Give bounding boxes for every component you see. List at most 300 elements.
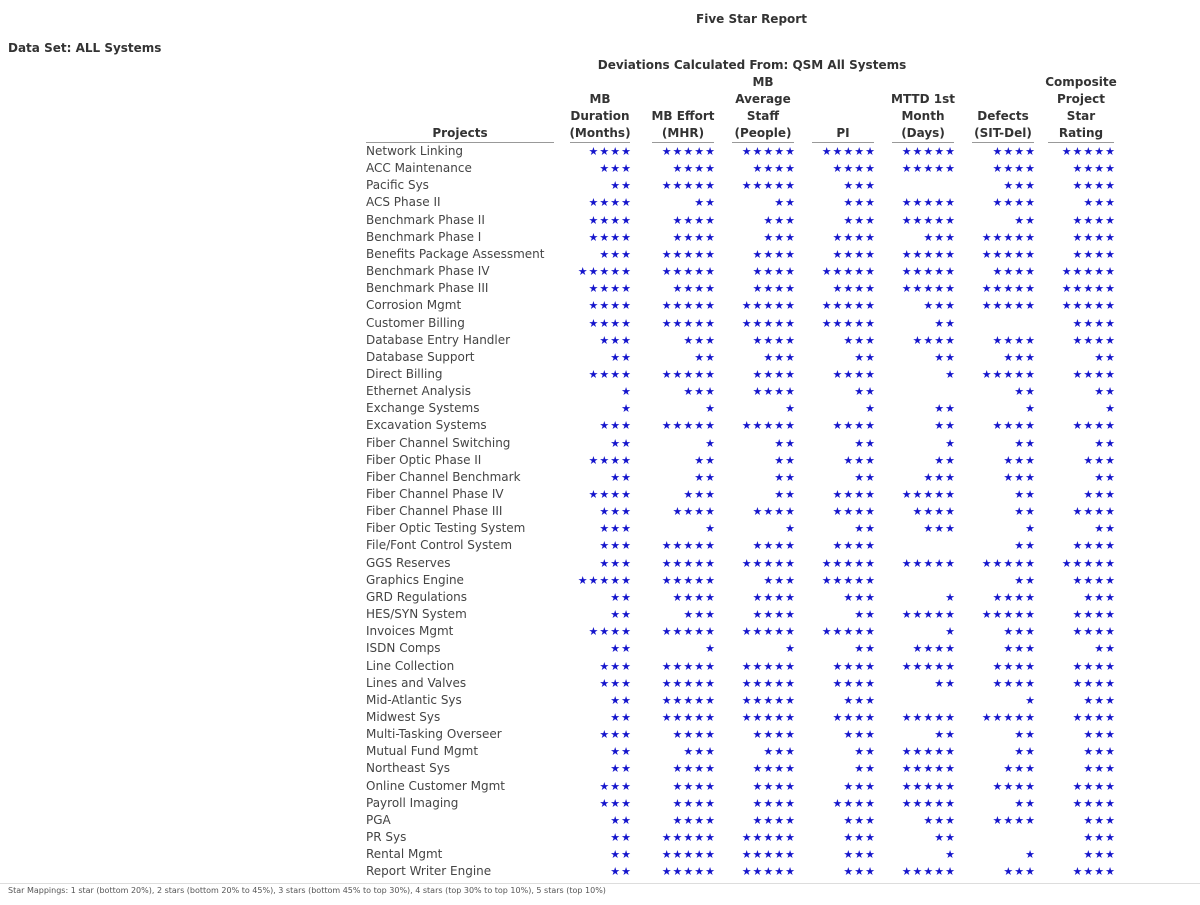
star-rating-mb-avg-staff: ★★★★ [752,813,796,827]
star-rating-defects: ★★ [1014,505,1036,519]
star-rating-mb-duration: ★★★★ [588,488,632,501]
star-rating-mb-duration: ★★★ [599,539,632,553]
table-row [0,486,1200,503]
project-name: Benchmark Phase III [366,281,489,296]
star-rating-mb-avg-staff: ★★★★★ [741,693,796,707]
star-rating-mb-duration: ★★ [610,642,632,656]
table-row [0,212,1200,229]
star-rating-pi: ★★★★ [832,710,876,724]
star-rating-mb-effort: ★★★★★ [661,316,716,330]
table-row [0,160,1200,177]
star-rating-defects: ★★★★★ [981,230,1036,244]
project-name: ISDN Comps [366,641,441,656]
star-rating-composite: ★★★ [1083,488,1116,501]
star-rating-pi: ★★★ [843,831,876,844]
star-rating-composite: ★★★★ [1072,316,1116,330]
star-rating-defects: ★★★ [1003,453,1036,467]
star-rating-mttd: ★★★★★ [901,745,956,759]
star-rating-defects: ★★★ [1003,350,1036,364]
star-rating-mb-duration: ★★★★ [588,367,632,381]
star-rating-mttd: ★ [945,590,956,604]
project-name: Benchmark Phase IV [366,264,490,279]
project-name: GGS Reserves [366,555,451,570]
star-rating-mttd: ★★★★ [912,642,956,656]
star-rating-composite: ★★★★ [1072,659,1116,673]
star-rating-composite: ★★★★ [1072,505,1116,519]
star-mappings-footer: Star Mappings: 1 star (bottom 20%), 2 stars (bottom 20% to 45%), 3 stars (bottom 45% to top 30%), 4 stars (top 30% to top 10%), 5 stars (top 10%) [8,886,606,895]
table-row [0,829,1200,846]
star-rating-composite: ★★★★ [1072,865,1116,879]
star-rating-composite: ★★ [1094,522,1116,536]
project-name: Fiber Channel Switching [366,435,511,450]
star-rating-mb-duration: ★★★ [599,522,632,536]
star-rating-composite: ★★★ [1083,831,1116,844]
star-rating-mb-avg-staff: ★★★★★ [741,316,796,330]
star-rating-mttd: ★★★ [923,230,956,244]
project-name: PGA [366,812,391,827]
star-rating-mb-avg-staff: ★★★★ [752,367,796,381]
star-rating-mb-duration: ★★★ [599,556,632,570]
star-rating-mttd: ★★ [934,402,956,416]
star-rating-defects: ★★ [1014,213,1036,227]
project-name: Invoices Mgmt [366,624,454,639]
star-rating-mb-duration: ★★★★ [588,230,632,244]
table-row [0,417,1200,434]
star-rating-composite: ★★ [1094,642,1116,656]
star-rating-composite: ★★★★ [1072,367,1116,381]
table-row [0,709,1200,726]
table-row [0,315,1200,332]
project-name: Mid-Atlantic Sys [366,692,462,707]
star-rating-mb-avg-staff: ★★★ [763,230,796,244]
table-row [0,537,1200,554]
star-rating-mb-avg-staff: ★★★★★ [741,831,796,844]
star-rating-defects: ★★★★ [992,162,1036,176]
table-row [0,452,1200,469]
star-rating-mb-avg-staff: ★★ [774,470,796,484]
star-rating-mb-effort: ★★★★★ [661,693,716,707]
table-row [0,503,1200,520]
star-rating-mttd: ★ [945,625,956,639]
star-rating-mb-effort: ★★★★★ [661,676,716,690]
star-rating-mb-avg-staff: ★★★★ [752,333,796,347]
star-rating-mttd: ★★★★ [912,505,956,519]
star-rating-mb-effort: ★★★ [683,608,716,622]
star-rating-mb-avg-staff: ★★★★★ [741,145,796,158]
star-rating-mb-duration: ★★ [610,813,632,827]
star-rating-composite: ★★ [1094,385,1116,399]
star-rating-mb-effort: ★★★★★ [661,179,716,193]
star-rating-defects: ★ [1025,848,1036,862]
star-rating-composite: ★★★★ [1072,710,1116,724]
star-rating-pi: ★★ [854,745,876,759]
star-rating-pi: ★★ [854,470,876,484]
star-rating-mb-effort: ★★★★★ [661,247,716,261]
star-rating-defects: ★★★★★ [981,247,1036,261]
star-rating-defects: ★★ [1014,796,1036,810]
table-row [0,143,1200,160]
star-rating-defects: ★★★ [1003,625,1036,639]
star-rating-composite: ★★★ [1083,693,1116,707]
star-rating-mb-avg-staff: ★★★ [763,350,796,364]
star-rating-mb-duration: ★★★★ [588,316,632,330]
star-rating-mb-effort: ★★★★★ [661,659,716,673]
project-name: Benefits Package Assessment [366,246,545,261]
star-rating-pi: ★★★★ [832,419,876,433]
star-rating-defects: ★★★★ [992,333,1036,347]
star-rating-mttd: ★★★★★ [901,488,956,501]
project-name: GRD Regulations [366,589,468,604]
star-rating-mb-duration: ★ [621,385,632,399]
star-rating-mb-effort: ★★★★★ [661,367,716,381]
project-name: ACS Phase II [366,195,441,210]
star-rating-mb-avg-staff: ★★★★★ [741,419,796,433]
star-rating-mttd: ★★★★★ [901,213,956,227]
star-rating-pi: ★★★★★ [821,625,876,639]
star-rating-mttd [888,572,956,589]
star-rating-pi: ★★★★ [832,162,876,176]
star-rating-defects: ★★★★ [992,779,1036,793]
project-name: Excavation Systems [366,418,487,433]
star-rating-composite: ★★★ [1083,590,1116,604]
star-rating-defects: ★★ [1014,573,1036,587]
star-rating-mttd: ★★ [934,316,956,330]
star-rating-composite: ★★★★ [1072,676,1116,690]
table-row [0,589,1200,606]
star-rating-mb-avg-staff: ★★★★ [752,779,796,793]
star-rating-defects: ★★ [1014,539,1036,553]
star-rating-mttd [888,537,956,554]
star-rating-mb-effort: ★★★★ [672,282,716,296]
column-header-mb-avg-staff: MB Average Staff (People) [734,75,792,140]
star-rating-mttd: ★★★★★ [901,247,956,261]
star-rating-mb-duration: ★★ [610,470,632,484]
star-rating-pi: ★★★★ [832,539,876,553]
star-rating-mb-effort: ★★ [694,196,716,210]
star-rating-defects: ★★★ [1003,762,1036,776]
table-row [0,778,1200,795]
star-rating-defects: ★★★★ [992,676,1036,690]
star-rating-mb-duration: ★★★ [599,659,632,673]
table-row [0,743,1200,760]
star-rating-mb-effort: ★★★★★ [661,710,716,724]
star-rating-mb-effort: ★★ [694,470,716,484]
star-rating-mttd: ★★★★★ [901,265,956,279]
table-row [0,263,1200,280]
star-rating-pi: ★★★★ [832,796,876,810]
star-rating-composite: ★★★★ [1072,779,1116,793]
project-name: Multi-Tasking Overseer [366,727,502,742]
star-rating-mb-duration: ★★★ [599,247,632,261]
star-rating-mb-avg-staff: ★★★★ [752,608,796,622]
star-rating-mb-avg-staff: ★★★★★ [741,865,796,879]
star-rating-mb-avg-staff: ★★★★ [752,539,796,553]
star-rating-mttd [888,177,956,194]
star-rating-composite: ★★★ [1083,813,1116,827]
star-rating-mb-duration: ★★ [610,350,632,364]
star-rating-defects: ★★★★ [992,590,1036,604]
star-rating-mb-duration: ★★★ [599,333,632,347]
star-rating-pi: ★★★ [843,213,876,227]
star-rating-mb-duration: ★★★ [599,728,632,742]
star-rating-composite: ★★★★ [1072,179,1116,193]
star-rating-defects: ★★★★★ [981,710,1036,724]
star-rating-mb-duration: ★★ [610,865,632,879]
dataset-label: Data Set: ALL Systems [8,41,162,55]
star-rating-pi: ★★ [854,608,876,622]
star-rating-pi: ★★★ [843,179,876,193]
projects-header: Projects [432,126,488,140]
star-rating-mb-avg-staff: ★★★★ [752,282,796,296]
project-name: Exchange Systems [366,401,480,416]
star-rating-mb-duration: ★★★★ [588,299,632,313]
star-rating-mb-effort: ★ [705,436,716,450]
star-rating-pi: ★★ [854,350,876,364]
star-rating-mb-duration: ★★★★ [588,196,632,210]
star-rating-pi: ★★★★ [832,247,876,261]
star-rating-mttd: ★ [945,367,956,381]
star-rating-pi: ★★★★★ [821,145,876,158]
star-rating-mb-avg-staff: ★★★★ [752,505,796,519]
project-name: Fiber Channel Phase IV [366,487,504,501]
star-rating-mb-effort: ★★★★★ [661,573,716,587]
star-rating-mb-duration: ★★★ [599,162,632,176]
star-rating-mb-avg-staff: ★★★★ [752,162,796,176]
star-rating-mb-duration: ★★ [610,831,632,844]
project-name: Fiber Channel Phase III [366,504,503,519]
star-rating-pi: ★★★★ [832,282,876,296]
table-row [0,177,1200,194]
star-rating-composite: ★★★★ [1072,539,1116,553]
project-name: Database Support [366,349,475,364]
star-rating-mb-effort: ★★★ [683,745,716,759]
star-rating-defects: ★ [1025,693,1036,707]
star-rating-pi: ★★★ [843,590,876,604]
star-rating-defects: ★★★★★ [981,282,1036,296]
table-row [0,246,1200,263]
star-rating-composite: ★★★ [1083,762,1116,776]
table-row [0,383,1200,400]
star-rating-mb-effort: ★★★★ [672,230,716,244]
project-name: Mutual Fund Mgmt [366,744,479,759]
star-rating-mb-avg-staff: ★★★★★ [741,710,796,724]
star-rating-pi: ★★★ [843,453,876,467]
star-rating-mttd: ★★★★★ [901,162,956,176]
star-rating-defects: ★★★★★ [981,299,1036,313]
star-rating-mb-avg-staff: ★ [785,642,796,656]
star-rating-mb-duration: ★★★★ [588,213,632,227]
star-rating-pi: ★★★★ [832,676,876,690]
star-rating-mttd: ★ [945,848,956,862]
star-rating-mb-effort: ★★★★ [672,796,716,810]
star-rating-pi: ★★ [854,762,876,776]
project-name: Corrosion Mgmt [366,298,462,313]
star-rating-defects: ★★ [1014,488,1036,501]
star-rating-mb-avg-staff: ★★★★ [752,796,796,810]
table-row [0,435,1200,452]
star-rating-mb-avg-staff: ★★ [774,488,796,501]
star-rating-defects: ★★★★★ [981,367,1036,381]
star-rating-pi: ★★★ [843,693,876,707]
star-rating-mb-duration: ★★ [610,693,632,707]
footer-divider [0,883,1200,884]
star-rating-mttd: ★★ [934,350,956,364]
star-rating-mb-effort: ★★★★ [672,162,716,176]
star-rating-pi: ★★★★★ [821,573,876,587]
star-rating-defects: ★★★ [1003,470,1036,484]
star-rating-mttd: ★★★ [923,470,956,484]
star-rating-composite: ★★ [1094,470,1116,484]
table-row [0,280,1200,297]
star-rating-mb-duration: ★★★ [599,676,632,690]
star-rating-defects [968,315,1036,332]
star-rating-mb-effort: ★★★★ [672,779,716,793]
star-rating-defects: ★★ [1014,385,1036,399]
star-rating-mb-effort: ★ [705,522,716,536]
project-name: PR Sys [366,830,407,844]
project-name: Direct Billing [366,366,443,381]
star-rating-mttd: ★★ [934,831,956,844]
table-row [0,812,1200,829]
project-name: Payroll Imaging [366,795,459,810]
star-rating-composite: ★★ [1094,350,1116,364]
star-rating-mb-effort: ★★★★★ [661,539,716,553]
deviations-label: Deviations Calculated From: QSM All Systems [597,58,907,72]
star-rating-mb-duration: ★★★★★ [577,573,632,587]
table-row [0,623,1200,640]
star-rating-mb-avg-staff: ★ [785,522,796,536]
star-rating-mb-avg-staff: ★★★★★ [741,556,796,570]
star-rating-mb-avg-staff: ★★★★★ [741,625,796,639]
star-rating-mb-effort: ★★★★★ [661,419,716,433]
star-rating-mttd: ★★★★★ [901,865,956,879]
star-rating-composite: ★★★★ [1072,247,1116,261]
star-rating-mb-avg-staff: ★★★ [763,213,796,227]
star-rating-pi: ★★★★ [832,367,876,381]
star-rating-mttd: ★★ [934,453,956,467]
star-rating-pi: ★★★ [843,196,876,210]
star-rating-mb-effort: ★★★★★ [661,625,716,639]
star-rating-pi: ★★★★★ [821,299,876,313]
report-title: Five Star Report [696,12,807,26]
project-name: Fiber Optic Phase II [366,452,482,467]
star-rating-defects: ★★★ [1003,642,1036,656]
star-rating-pi: ★★★ [843,779,876,793]
star-rating-pi: ★ [865,402,876,416]
star-rating-mb-effort: ★★★★★ [661,556,716,570]
star-rating-pi: ★★★★★ [821,316,876,330]
project-name: Pacific Sys [366,178,429,193]
star-rating-mb-avg-staff: ★★★★ [752,385,796,399]
star-rating-mb-effort: ★ [705,402,716,416]
project-name: Graphics Engine [366,572,464,587]
star-rating-defects: ★★ [1014,745,1036,759]
star-rating-mb-duration: ★★ [610,608,632,622]
star-rating-defects: ★★★★ [992,813,1036,827]
table-row [0,400,1200,417]
table-row [0,658,1200,675]
table-row [0,795,1200,812]
star-rating-mb-avg-staff: ★★★ [763,573,796,587]
table-row [0,349,1200,366]
star-rating-mb-duration: ★★ [610,762,632,776]
star-rating-mb-effort: ★★★★ [672,590,716,604]
star-rating-mb-avg-staff: ★ [785,402,796,416]
star-rating-mb-duration: ★★★ [599,419,632,433]
star-rating-composite: ★★★★ [1072,608,1116,622]
star-rating-mb-effort: ★★★★★ [661,265,716,279]
project-name: Benchmark Phase I [366,229,482,244]
star-rating-composite: ★★★★ [1072,230,1116,244]
star-rating-mttd: ★★★★★ [901,762,956,776]
project-name: Benchmark Phase II [366,212,485,227]
star-rating-mb-effort: ★★★★ [672,813,716,827]
star-rating-composite: ★★★ [1083,196,1116,210]
project-name: Report Writer Engine [366,864,492,879]
project-name: HES/SYN System [366,607,467,622]
star-rating-mttd: ★★★★★ [901,796,956,810]
star-rating-mb-duration: ★★★ [599,779,632,793]
star-rating-mb-duration: ★★★ [599,796,632,810]
star-rating-mb-avg-staff: ★★★★★ [741,848,796,862]
project-name: Fiber Channel Benchmark [366,469,521,484]
project-name: Lines and Valves [366,675,467,690]
star-rating-composite: ★★★ [1083,745,1116,759]
column-header-composite: Composite Project Star Rating [1045,75,1117,140]
star-rating-composite: ★★★ [1083,848,1116,862]
star-rating-mb-avg-staff: ★★★★★ [741,676,796,690]
star-rating-defects: ★★ [1014,728,1036,742]
star-rating-mb-avg-staff: ★★ [774,453,796,467]
table-row [0,332,1200,349]
star-rating-composite: ★ [1105,402,1116,416]
star-rating-pi: ★★★★ [832,505,876,519]
star-rating-defects: ★★★ [1003,179,1036,193]
star-rating-mttd: ★★★★★ [901,196,956,210]
star-rating-mb-duration: ★★★★ [588,282,632,296]
star-rating-composite: ★★★★★ [1061,282,1116,296]
star-rating-mb-effort: ★★★★★ [661,831,716,844]
star-rating-pi: ★★★★ [832,230,876,244]
star-rating-mb-effort: ★★★★★ [661,145,716,158]
star-rating-mttd: ★★★★★ [901,282,956,296]
star-rating-composite: ★★★ [1083,728,1116,742]
star-rating-mb-duration: ★★ [610,179,632,193]
star-rating-mttd [888,383,956,400]
table-row [0,555,1200,572]
star-rating-defects: ★★ [1014,436,1036,450]
star-rating-mb-effort: ★★★★ [672,213,716,227]
star-rating-mb-effort: ★★★★ [672,728,716,742]
star-rating-pi: ★★★ [843,813,876,827]
project-name: Online Customer Mgmt [366,778,505,793]
star-rating-mb-effort: ★★★ [683,488,716,501]
star-rating-mb-effort: ★★ [694,350,716,364]
project-name: Northeast Sys [366,761,451,776]
star-rating-mttd: ★★★ [923,299,956,313]
star-rating-defects: ★ [1025,402,1036,416]
table-row [0,366,1200,383]
star-rating-mb-duration: ★★★★ [588,453,632,467]
star-rating-composite: ★★★★ [1072,573,1116,587]
column-header-pi: PI [836,126,850,140]
star-rating-defects: ★★★★★ [981,608,1036,622]
star-rating-composite: ★★★★ [1072,213,1116,227]
star-rating-mb-duration: ★★ [610,436,632,450]
star-rating-pi: ★★ [854,436,876,450]
star-rating-mb-duration: ★★ [610,590,632,604]
column-header-mb-effort: MB Effort (MHR) [651,109,715,140]
